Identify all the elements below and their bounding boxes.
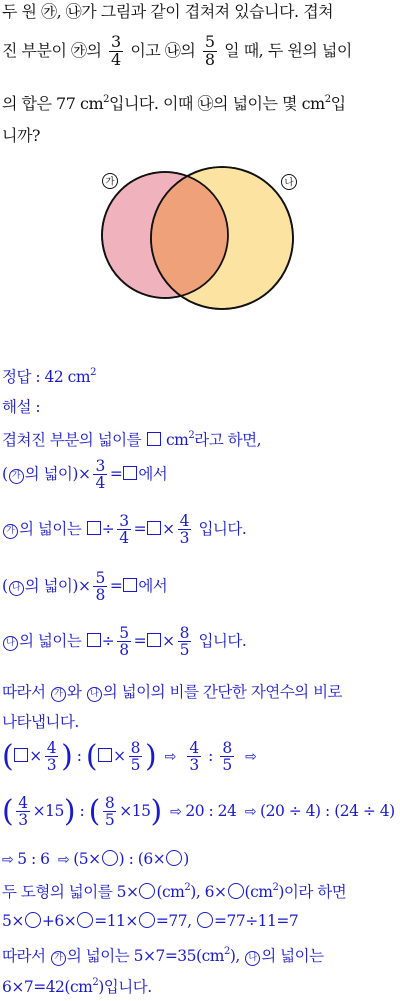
overlapping-circles-diagram <box>0 160 400 310</box>
arrow-right-icon: ⇨ <box>245 748 257 765</box>
equation-line: 5× +6× =11× =77, =77÷11=7 <box>2 912 299 930</box>
answer-line: 정답 : 42 $cm^2$ <box>2 367 96 386</box>
blank-circle-icon <box>139 883 155 899</box>
blank-circle-icon <box>166 850 182 866</box>
question-text: 두 원 ㉮, ㉯가 그림과 같이 겹쳐져 있습니다. 겹쳐 <box>2 2 334 21</box>
fraction: $\frac{8}{5}$ <box>179 624 190 660</box>
fraction: $\frac{4}{3}$ <box>179 512 190 548</box>
circled-na-icon: 나 <box>9 581 24 596</box>
explanation-line-7: 나타냅니다. <box>2 713 79 731</box>
question-line-3: 의 합은 77 $cm^2$입니다. 이때 ㉯의 넓이는 몇 $cm^2$입 <box>2 94 346 113</box>
fraction: $\frac{8}{5}$ <box>104 794 115 830</box>
ratio-line-1: ( × $\frac{4}{3}$ ) : ( × $\frac{8}{5}$ ) ⇨ $\frac{4}{3}$ : $\frac{8}{5}$ ⇨ <box>2 738 257 775</box>
conclusion-line-1: 따라서 가 의 넓이는 $5\times 7=35(cm^2)$, 나 의 넓이는 <box>2 946 324 965</box>
fraction-three-quarters: $\frac{3}{4}$ <box>111 32 121 69</box>
explanation-line-8: 두 도형의 넓이를 $5\times (cm^2)$, $6\times (cm^2)$이라 하면 <box>2 882 347 901</box>
arrow-right-icon: ⇨ <box>2 852 14 868</box>
fraction: $\frac{4}{3}$ <box>46 739 57 775</box>
circled-na-icon: 나 <box>87 687 102 702</box>
arrow-right-icon: ⇨ <box>244 803 257 820</box>
fraction: $\frac{8}{5}$ <box>130 739 141 775</box>
arrow-right-icon: ⇨ <box>164 748 176 765</box>
blank-box-icon <box>87 521 101 535</box>
explanation-line-2: ( 가 의 넓이)× $\frac{3}{4}$ = 에서 <box>2 457 168 493</box>
explanation-line-6: 따라서 가 와 나 의 넓이의 비를 간단한 자연수의 비로 <box>2 683 343 701</box>
ratio-line-3: ⇨ 5 : 6 ⇨ (5× ) : (6× ) <box>2 850 189 868</box>
blank-box-icon <box>123 466 137 480</box>
question-line-1 <box>2 4 333 20</box>
fraction: $\frac{4}{3}$ <box>18 794 28 830</box>
question-text: 입니다. 이때 ㉯의 넓이는 몇 cm <box>109 94 325 113</box>
question-text: 의 합은 77 cm <box>2 94 104 113</box>
fraction: $\frac{8}{5}$ <box>222 739 232 775</box>
question-text: 이고 ㉯의 <box>130 40 196 60</box>
label-ga: 가 <box>105 176 115 188</box>
question-text: 입 <box>330 94 346 113</box>
question-line-2 <box>2 34 352 69</box>
blank-circle-icon <box>139 912 155 928</box>
circled-ga-icon: 가 <box>51 687 66 702</box>
blank-circle-icon <box>102 850 118 866</box>
explanation-line-5: 나 의 넓이는 ÷ $\frac{5}{8}$ = × $\frac{8}{5}$ 입니다. <box>2 625 246 659</box>
fraction: $\frac{3}{4}$ <box>119 512 129 548</box>
arrow-right-icon: ⇨ <box>170 803 182 820</box>
fraction: $\frac{5}{8}$ <box>119 624 129 660</box>
blank-box-icon <box>98 748 112 762</box>
question-text: 일 때, 두 원의 넓이 <box>224 40 352 60</box>
blank-circle-icon <box>25 912 41 928</box>
label-na: 나 <box>284 177 294 189</box>
circled-ga-icon: 가 <box>51 951 66 966</box>
circled-ga-icon: 가 <box>3 524 18 539</box>
fraction: $\frac{4}{3}$ <box>189 739 199 775</box>
circled-na-icon: 나 <box>245 951 260 966</box>
blank-box-icon <box>87 633 101 647</box>
ratio-line-2: ( $\frac{4}{3}$ ×15) : ( $\frac{8}{5}$ ×15) ⇨ 20 : 24 ⇨ (20 ÷ 4) : (24 ÷ 4) <box>2 793 395 830</box>
blank-circle-icon <box>197 912 213 928</box>
fraction-five-eighths: $\frac{5}{8}$ <box>204 32 215 69</box>
question-text: 니까? <box>2 126 40 145</box>
explanation-line-3: 가 의 넓이는 ÷ $\frac{3}{4}$ = × $\frac{4}{3}$ 입니다. <box>2 513 246 547</box>
question-line-4 <box>2 128 40 144</box>
explanation-line-1: 겹쳐진 부분의 넓이를 $cm^2$라고 하면, <box>2 430 262 449</box>
blank-circle-icon <box>77 912 93 928</box>
explanation-heading: 해설 : <box>2 398 41 416</box>
explanation-line-4: ( 나 의 넓이)× $\frac{5}{8}$ = 에서 <box>2 569 168 605</box>
blank-box-icon <box>147 432 161 446</box>
conclusion-line-2: $6\times 7=42(cm^2)$입니다. <box>2 977 152 996</box>
circled-na-icon: 나 <box>3 636 18 651</box>
fraction: $\frac{3}{4}$ <box>95 457 105 493</box>
blank-box-icon <box>14 748 28 762</box>
fraction: $\frac{5}{8}$ <box>95 569 105 605</box>
arrow-right-icon: ⇨ <box>57 852 70 868</box>
blank-box-icon <box>147 521 161 535</box>
circled-ga-icon: 가 <box>9 469 24 484</box>
question-text: 진 부분이 ㉮의 <box>2 40 102 60</box>
blank-box-icon <box>147 633 161 647</box>
blank-box-icon <box>123 578 137 592</box>
blank-circle-icon <box>228 883 244 899</box>
